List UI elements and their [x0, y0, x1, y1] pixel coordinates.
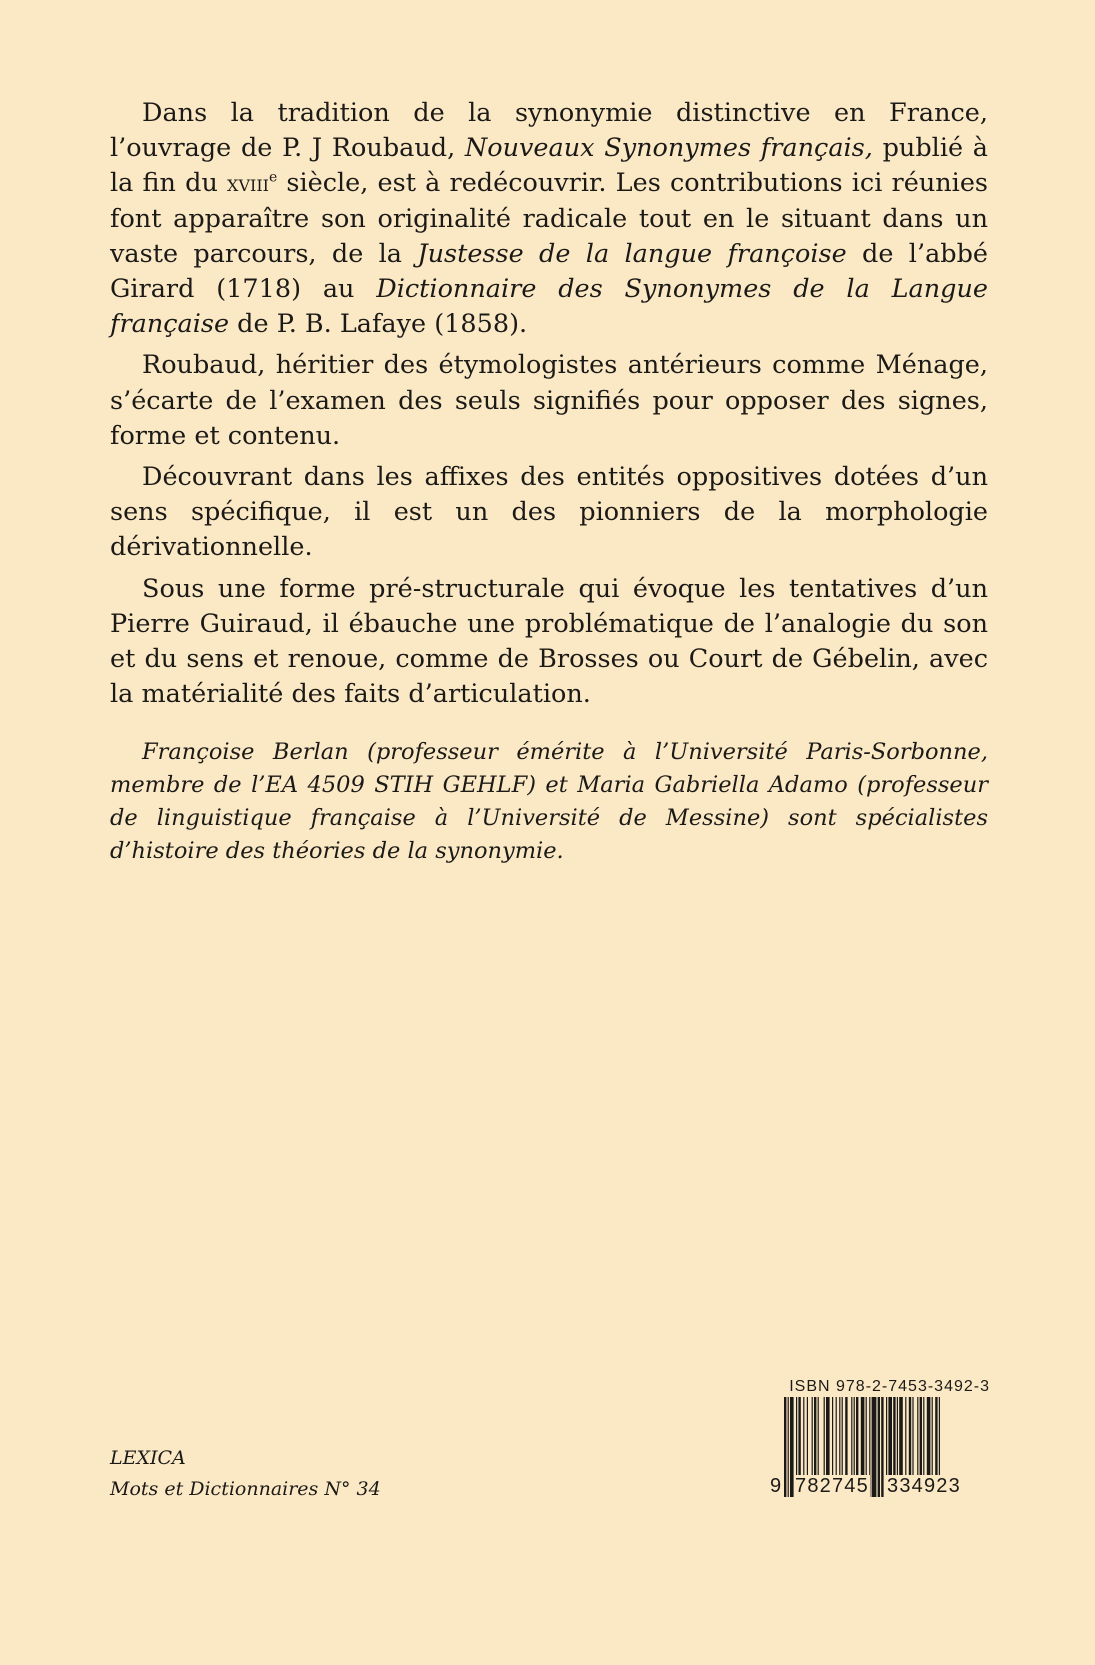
paragraph-4: Sous une forme pré-structurale qui évoque les tentatives d’un Pierre Guiraud, il ébauche une problématique de l’analogie du son et du sens et renoue, comme de Brosses ou Court de Gébelin, avec la matérialité des faits d’articulation.: [110, 573, 988, 710]
century-superscript: e: [268, 169, 278, 186]
isbn-label: ISBN 978-2-7453-3492-3: [789, 1378, 990, 1395]
century-numeral: xviii: [227, 169, 269, 198]
barcode-lead-digit: 9: [770, 1475, 783, 1497]
text-run: Dans la tradition de la synonymie distinctive en France, l’ouvrage de P. J Roubaud,: [110, 98, 988, 164]
book-title: Nouveaux Synonymes français,: [464, 133, 873, 164]
blurb: [110, 96, 988, 718]
paragraph-1: [110, 96, 988, 342]
paragraph-2: Roubaud, héritier des étymologistes antérieurs comme Ménage, s’écarte de l’examen des seuls signifiés pour opposer des signes, forme et contenu.: [110, 350, 988, 451]
text-run: de P. B. Lafaye (1858).: [229, 309, 528, 340]
text-run: de l’abbé Girard (1718) au: [110, 238, 989, 305]
barcode-bar: [881, 1397, 883, 1497]
barcode-group-2: 334923: [887, 1475, 961, 1497]
text-run: siècle, est à redécouvrir. Les contributions ici réunies font apparaître son originalité radicale tout en le situant dans un vaste parcours, de la: [110, 168, 988, 269]
barcode-group-1: 782745: [795, 1475, 869, 1497]
barcode-bar: [784, 1397, 786, 1497]
book-title: Dictionnaire des Synonymes de la Langue française: [110, 274, 988, 340]
author-bio: Françoise Berlan (professeur émérite à l’Université Paris-Sorbonne, membre de l’EA 4509 STIH GEHLF) et Maria Gabriella Adamo (professeur de linguistique française à l’Université de Messine) sont spécialistes d’histoire des théories de la synonymie.: [110, 739, 988, 864]
series-info: [110, 1443, 381, 1505]
barcode-bar: [788, 1397, 789, 1497]
isbn-barcode: [770, 1377, 990, 1497]
barcode-bar: [872, 1397, 877, 1497]
book-title: Justesse de la langue françoise: [417, 238, 847, 269]
barcode-bar: [878, 1397, 880, 1497]
series-subtitle: Mots et Dictionnaires N° 34: [110, 1478, 381, 1500]
paragraph-3: Découvrant dans les affixes des entités oppositives dotées d’un sens spécifique, il est un des pionniers de la morphologie dérivationnelle.: [110, 462, 988, 563]
series-name: LEXICA: [110, 1447, 186, 1469]
text-run: publié à la fin du: [110, 133, 988, 199]
